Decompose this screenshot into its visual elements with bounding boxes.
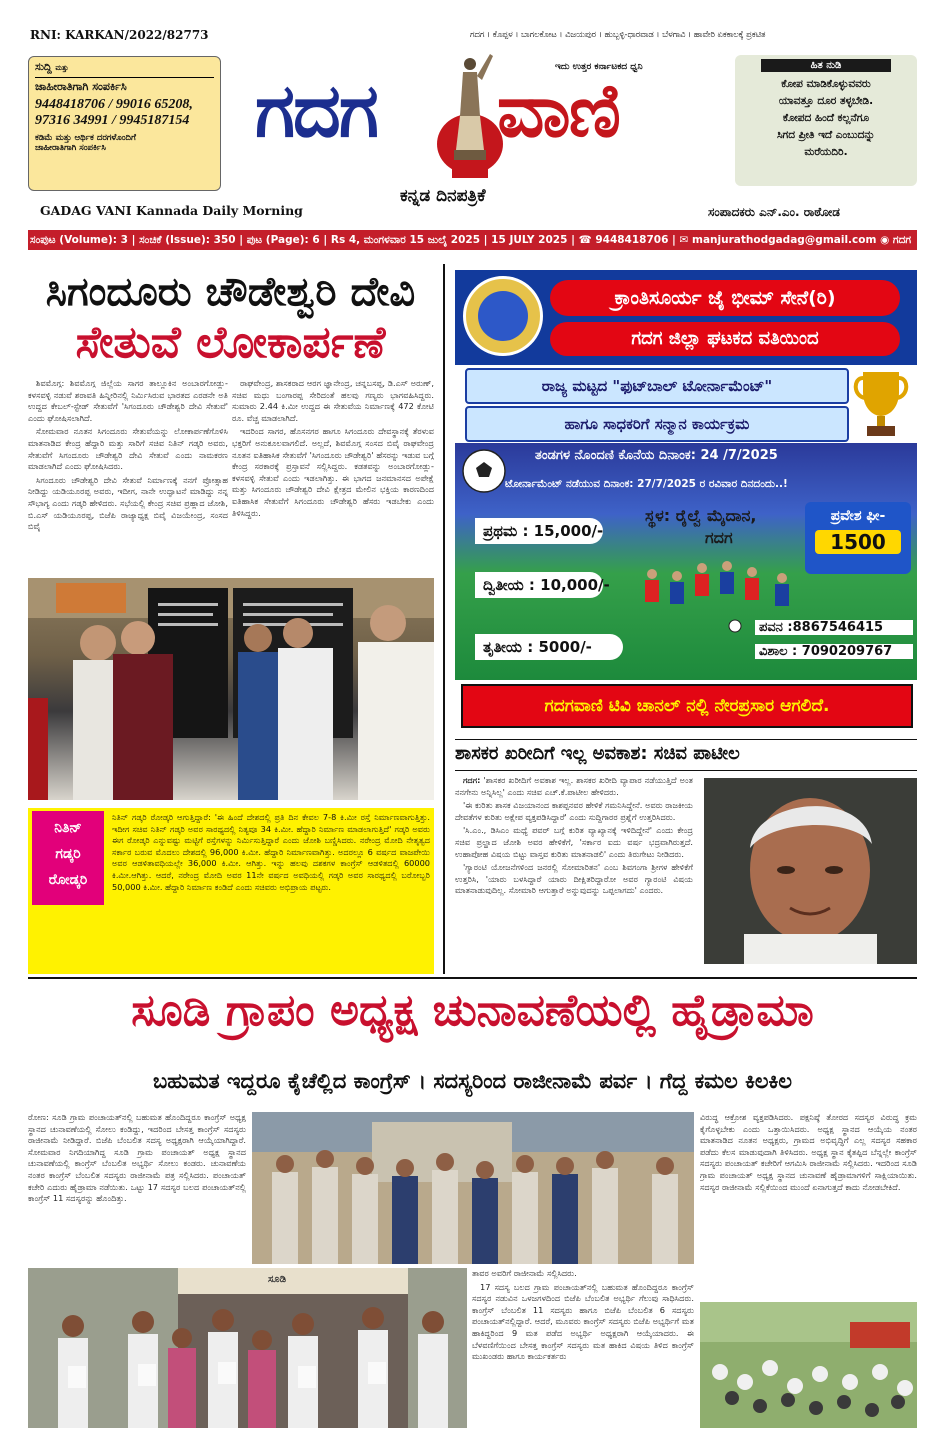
- quote-box: [735, 55, 917, 186]
- page-number: ಪುಟ (Page): 6: [246, 234, 320, 246]
- story3-col2-lead: ತಾವರ ಅವರಿಗೆ ರಾಜೀನಾಮೆ ಸಲ್ಲಿಸಿದರು.: [472, 1268, 577, 1278]
- venue-line1: ಸ್ಥಳ: ರೈಲ್ವೆ ಮೈದಾನ,: [645, 506, 757, 525]
- sidebar-text: ನಿತಿನ್ ಗಡ್ಕರಿ ರೋಡ್ಕರಿ ಆಗುತ್ತಿದ್ದಾರೆ: 'ಈ ಹಿಂದೆ ದೇಶದಲ್ಲಿ ಪ್ರತಿ ದಿನ ಕೇವಲ 7-8 ಕಿ.ಮೀ ರಸ್ತೆ ನಿರ್ಮಾಣವಾಗುತ್ತಿತ್ತು. ಇದೀಗ ಸಚಿವ ನಿತಿನ್ ಗಡ್ಕರಿ ಅವರ ಸಾರಥ್ಯದಲ್ಲಿ ನಿತ್ಯವೂ 34 ಕಿ.ಮೀ. ಹೆದ್ದಾರಿ ನಿರ್ಮಾಣ ಮಾಡಲಾಗುತ್ತಿದೆ' ಗಡ್ಕರಿ ಅವರು ಈಗ ರೋಡ್ಕರಿ ಎನ್ನುವಷ್ಟು ಮಟ್ಟಿಗೆ ರಸ್ತೆಗಳನ್ನು ನಿರ್ಮಿಸುತ್ತಿದ್ದಾರೆ ಎಂದು ಜೋಶಿ ಬಣ್ಣಿಸಿದರು. ನರೇಂದ್ರ ಮೋದಿ ನೇತೃತ್ವದ ಸರ್ಕಾರ ಬರುವ ಮೊದಲು ದೇಶದಲ್ಲಿ 96,000 ಕಿ.ಮೀ. ಹೆದ್ದಾರಿ ನಿರ್ಮಾಣವಾಗಿತ್ತು. ಅದರಲ್ಲೂ 6 ವರ್ಷದ ವಾಜಪೇಯಿ ಅವರ ಆಡಳಿತಾವಧಿಯಲ್ಲೇ 36,000 ಕಿ.ಮೀ. ಆಗಿತ್ತು. ಇನ್ನು ಹಲವು ದಶಕಗಳ ಕಾಂಗ್ರೆಸ್ ಆಡಳಿತದಲ್ಲಿ 60000 ಕಿ.ಮೀ.ಆಗಿತ್ತು. ಆದರೆ, ನರೇಂದ್ರ ಮೋದಿ ಅವರ 11ನೇ ವರ್ಷದ ಅವಧಿಯಲ್ಲಿ ಗಡ್ಕರಿ ಅವರ ಸಾರಥ್ಯದಲ್ಲಿ ಬರೋಬ್ಬರಿ 50,000 ಕಿ.ಮೀ. ಹೆದ್ದಾರಿ ನಿರ್ಮಾಣ ಕಂಡಿದೆ ಎಂದು ಸಚಿವರು ಅಭಿಪ್ರಾಯ ಪಟ್ಟರು.: [112, 812, 430, 892]
- story1-para: ಸಿಗಂದೂರು ಚೌಡೇಶ್ವರಿ ದೇವಿ ಸೇತುವೆ ನಿರ್ಮಾಣಕ್ಕೆ ನನಗೆ ಪ್ರೋತ್ಸಾಹ ನೀಡಿದ್ದು ಯಡಿಯೂರಪ್ಪ ಅವರು, ಇದೀಗ, ನಾನೇ ಉದ್ಘಾಟನೆ ಮಾಡಿದ್ದು ನನ್ನ ಸೌಭಾಗ್ಯ ಎಂದು ಗಡ್ಕರಿ ಹೇಳಿದರು. ಸಭೆಯಲ್ಲಿ ಕೇಂದ್ರ ಸಚಿವ ಪ್ರಹ್ಲಾದ ಜೋಶಿ, ಬಿ.ಎಸ್ ಯಡಿಯೂರಪ್ಪ, ಬಿಜೆಪಿ ರಾಜ್ಯಾಧ್ಯಕ್ಷ ಬಿವೈ ವಿಜಯೇಂದ್ರ, ಸಂಸದ ಬಿವೈ: [28, 474, 228, 532]
- ad-line6: ಜಾಹೀರಾತಿಗಾಗಿ ಸಂಪರ್ಕಿಸಿ: [35, 143, 106, 153]
- story3-subhead: ಬಹುಮತ ಇದ್ದರೂ ಕೈಚೆಲ್ಲಿದ ಕಾಂಗ್ರೆಸ್ । ಸದಸ್ಯರಿಂದ ರಾಜೀನಾಮೆ ಪರ್ವ । ಗೆದ್ದ ಕಮಲ ಕಿಲಕಿಲ: [153, 1069, 792, 1093]
- email[interactable]: manjurathodgadag@gmail.com: [692, 234, 877, 246]
- story1-para: ರಾಘವೇಂದ್ರ, ಶಾಸಕರಾದ ಆರಗ ಜ್ಞಾನೇಂದ್ರ, ಚನ್ನಬಸಪ್ಪ, ಡಿ.ಎಸ್ ಅರುಣ್, ಸಚಿವ ಮಧು ಬಂಗಾರಪ್ಪ ಸೇರಿದಂತೆ ಹಲವು ಗಣ್ಯರು ಭಾಗವಹಿಸಿದ್ದರು. ಸುಮಾರು 2.44 ಕಿ.ಮೀ ಉದ್ದದ ಈ ಸೇತುವೆಯ ನಿರ್ಮಾಣಕ್ಕೆ 472 ಕೋಟಿ ರೂ. ವೆಚ್ಚ ಮಾಡಲಾಗಿದೆ.: [232, 378, 434, 423]
- story3-photo-crowd: [700, 1302, 917, 1428]
- minister-portrait-photo: [704, 778, 917, 964]
- story3-col3: ವಿರುದ್ಧ ಆಕ್ರೋಶ ವ್ಯಕ್ತಪಡಿಸಿದರು. ಪಕ್ಷನಿಷ್ಠೆ ತೋರದ ಸದಸ್ಯರ ವಿರುದ್ಧ ಕ್ರಮ ಕೈಗೊಳ್ಳಬೇಕು ಎಂದು ಒತ್ತಾಯಿಸಿದರು. ಅಧ್ಯಕ್ಷ ಸ್ಥಾನದ ಆಯ್ಕೆಯ ನಂತರ ಮಾತನಾಡಿದ ನೂತನ ಅಧ್ಯಕ್ಷರು, ಗ್ರಾಮದ ಅಭಿವೃದ್ಧಿಗೆ ಎಲ್ಲ ಸದಸ್ಯರ ಸಹಕಾರ ಪಡೆದು ಕೆಲಸ ಮಾಡುವುದಾಗಿ ತಿಳಿಸಿದರು. ಅಧ್ಯಕ್ಷ ಸ್ಥಾನ ಕೈತಪ್ಪಿದ ಬೆನ್ನಲ್ಲೇ ಕಾಂಗ್ರೆಸ್ ಸದಸ್ಯರು ಪಂಚಾಯತ್ ಕಚೇರಿಗೆ ಆಗಮಿಸಿ ರಾಜೀನಾಮೆ ಸಲ್ಲಿಸಿದರು. ಇದರಿಂದ ಸೂಡಿ ಗ್ರಾಮ ಪಂಚಾಯತ್ ಅಧ್ಯಕ್ಷ ಸ್ಥಾನದ ಚುನಾವಣೆ ಹೈಡ್ರಾಮಾಗಳಿಗೆ ಸಾಕ್ಷಿಯಾಯಿತು. ಸದಸ್ಯರ ರಾಜೀನಾಮೆ ಸಲ್ಲಿಕೆಯಿಂದ ಮುಂದೆ ಏನಾಗುತ್ತದೆ ಕಾದು ನೋಡಬೇಕಿದೆ.: [700, 1112, 917, 1192]
- contact2: ವಿಶಾಲ : 7090209767: [755, 644, 913, 659]
- paper-subtitle: ಕನ್ನಡ ದಿನಪತ್ರಿಕೆ: [400, 186, 486, 206]
- contact1: ಪವನ :8867546415: [755, 620, 913, 635]
- ad-phone1: 9448418706 / 99016 65208,: [35, 97, 193, 112]
- inauguration-illustration: [28, 578, 434, 800]
- story1-para: ಶಿವಮೊಗ್ಗ: ಶಿವಮೊಗ್ಗ ಜಿಲ್ಲೆಯ ಸಾಗರ ತಾಲ್ಲೂಕಿನ ಅಂಬಾರಗೋಡ್ಲು-ಕಳಸವಳ್ಳಿ ನಡುವೆ ಶರಾವತಿ ಹಿನ್ನೀರಿನಲ್ಲಿ ನಿರ್ಮಿಸಿರುವ ಭಾರತದ ಎರಡನೇ ಅತಿ ಉದ್ದದ ಕೇಬಲ್-ಸ್ಟೇಡ್ ಸೇತುವೆಗೆ 'ಸಿಗಂದೂರು ಚೌಡೇಶ್ವರಿ ದೇವಿ ಸೇತುವೆ' ಎಂದು ಘೋಷಿಸಲಾಗಿದೆ.: [28, 378, 228, 423]
- resignation-illustration: [28, 1268, 467, 1428]
- logo-left-word: ಗದಗ: [255, 68, 377, 154]
- story2-para: 'ಗ್ಯಾರಂಟಿ ಯೋಜನೆಗಳಿಂದ ಜನರಲ್ಲಿ ಸೋಮಾರಿತನ' ಎಂಬ ಶಿವಗಂಗಾ ಶ್ರೀಗಳ ಹೇಳಿಕೆಗೆ ಉತ್ತರಿಸಿ, 'ಯಾರು ಬಳಸಿದ್ದಾರೆ ಯಾರು ದೀಕ್ಷಿತರಿದ್ದಾರೋ ಅವರ ಗ್ಯಾರಂಟಿ ವಿಷಯ ಮಾತನಾಡುವುದಿಲ್ಲ. ಸೋಮಾರಿ ಆಗುತ್ತಾರೆ ಅನ್ನುವುದನ್ನು ಒಪ್ಪಲಾಗದು' ಎಂದರು.: [455, 862, 693, 896]
- volume: ಸಂಪುಟ (Volume): 3: [30, 234, 128, 246]
- quote-line: ಕೋಪದ ಹಿಂದೆ ಕಲ್ಲನೆಗೂ: [782, 112, 870, 124]
- info-bar: ಸಂಪುಟ (Volume): 3 | ಸಂಚಿಕೆ (Issue): 350 | ಪುಟ (Page): 6 | Rs 4, ಮಂಗಳವಾರ 15 ಜುಲೈ 2025 | 15 JULY 2025 | ☎ 9448418706 | ✉ manjurathodgadag@gmail.com ◉ ಗದಗ: [28, 230, 917, 250]
- fee-label: ಪ್ರವೇಶ ಫೀ-: [830, 508, 886, 524]
- email-icon: ✉: [679, 234, 689, 246]
- sidebar-label: ನಿತಿನ್: [54, 820, 82, 836]
- section-rule: [28, 977, 917, 979]
- football-advert: [455, 270, 917, 732]
- phone: 9448418706: [595, 234, 669, 246]
- quote-title: ಹಿತ ನುಡಿ: [761, 59, 891, 72]
- price-date: Rs 4, ಮಂಗಳವಾರ 15 ಜುಲೈ 2025: [330, 234, 481, 246]
- story3-col1: ರೋಣ: ಸೂಡಿ ಗ್ರಾಮ ಪಂಚಾಯತ್‌ನಲ್ಲಿ ಬಹುಮತ ಹೊಂದಿದ್ದರೂ ಕಾಂಗ್ರೆಸ್ ಅಧ್ಯಕ್ಷ ಸ್ಥಾನದ ಚುನಾವಣೆಯಲ್ಲಿ ಸೋಲು ಕಂಡಿದ್ದು, ಇದರಿಂದ ಬೇಸತ್ತ ಕಾಂಗ್ರೆಸ್ ಸದಸ್ಯರು ರಾಜೀನಾಮೆ ನೀಡಿದ್ದಾರೆ. ಬಿಜೆಪಿ ಬೆಂಬಲಿತ ಸದಸ್ಯ ಅಧ್ಯಕ್ಷರಾಗಿ ಆಯ್ಕೆಯಾಗಿದ್ದಾರೆ. ಸೋಮವಾರ ನಿಗದಿಯಾಗಿದ್ದ ಸೂಡಿ ಗ್ರಾಮ ಪಂಚಾಯತ್ ಅಧ್ಯಕ್ಷ ಸ್ಥಾನದ ಚುನಾವಣೆಯಲ್ಲಿ ಕಾಂಗ್ರೆಸ್ ಬೆಂಬಲಿತ ಅಭ್ಯರ್ಥಿ ಸೋಲು ಕಂಡರು. ಚುನಾವಣೆಯ ನಂತರ ಕಾಂಗ್ರೆಸ್ ಬೆಂಬಲಿತ ಸದಸ್ಯರು ರಾಜೀನಾಮೆ ಪತ್ರ ಸಲ್ಲಿಸಿದರು. ಪಂಚಾಯತ್ ಕಚೇರಿ ಎದುರು ಹೈಡ್ರಾಮಾ ನಡೆಯಿತು. ಒಟ್ಟು 17 ಸದಸ್ಯರ ಬಲದ ಪಂಚಾಯತ್‌ನಲ್ಲಿ ಕಾಂಗ್ರೆಸ್ 11 ಸದಸ್ಯರನ್ನು ಹೊಂದಿತ್ತು.: [28, 1112, 246, 1204]
- advert-title: ಕ್ರಾಂತಿಸೂರ್ಯ ಜೈ ಭೀಮ್ ಸೇನೆ(ರಿ): [550, 280, 900, 316]
- advert-subtitle: ಗದಗ ಜಿಲ್ಲಾ ಘಟಕದ ವತಿಯಿಂದ: [550, 322, 900, 356]
- story3-photo-group: [252, 1112, 694, 1264]
- ad-line1b: ಮತ್ತು: [55, 64, 69, 72]
- story2-rule: [455, 739, 917, 740]
- logo-tagline: ಇದು ಉತ್ತರ ಕರ್ನಾಟಕದ ಧ್ವನಿ: [555, 62, 643, 72]
- date-english: 15 JULY 2025: [491, 234, 568, 246]
- advert-footer: ಗದಗವಾಣಿ ಟಿವಿ ಚಾನಲ್ ನಲ್ಲಿ ನೇರಪ್ರಸಾರ ಆಗಲಿದೆ.: [461, 684, 913, 728]
- crowd-illustration: [252, 1112, 694, 1264]
- trophy-icon: [851, 368, 911, 440]
- quote-line: ಕೋಪ ಮಾಡಿಕೊಳ್ಳುವವರು: [781, 78, 871, 90]
- ad-line5: ಕಡಿಮೆ ಮತ್ತು ಆರ್ಥಿಕ ದರಗಳೊಂದಿಗೆ: [35, 133, 136, 143]
- ad-phone2: 97316 34991 / 9945187154: [35, 113, 190, 128]
- story1-headline-2: ಸೇತುವೆ ಲೋಕಾರ್ಪಣೆ: [75, 317, 386, 368]
- story1-para: ಸೋಮವಾರ ನೂತನ ಸಿಗಂದೂರು ಸೇತುವೆಯನ್ನು ಲೋಕಾರ್ಪಣೆಗೊಳಿಸಿ ಮಾತನಾಡಿದ ಕೇಂದ್ರ ಹೆದ್ದಾರಿ ಮತ್ತು ಸಾರಿಗೆ ಸಚಿವ ನಿತಿನ್ ಗಡ್ಕರಿ ಅವರು, ಸೇತುವೆಗೆ ಸಿಗಂದೂರು ಚೌಡೇಶ್ವರಿ ದೇವಿ ಸೇತುವೆ ಎಂದು ನಾಮಕರಣ ಮಾಡಲಾಗಿದೆ ಎಂದು ಘೋಷಿಸಿದರು.: [28, 426, 228, 472]
- story2-para: [455, 775, 693, 798]
- sidebar-label: ಗಡ್ಕರಿ: [55, 846, 81, 862]
- football-icon: [461, 448, 507, 494]
- advert-event1: ರಾಜ್ಯ ಮಟ್ಟದ "ಫುಟ್‌ಬಾಲ್ ಟೋರ್ನಾಮೆಂಟ್": [465, 368, 849, 404]
- sena-emblem: [463, 276, 543, 356]
- story3-col2: [472, 1268, 694, 1428]
- column-divider: [443, 264, 445, 974]
- place: ಗದಗ: [892, 234, 912, 246]
- phone-icon: ☎: [578, 234, 592, 246]
- story1-photo: [28, 578, 434, 800]
- fee-value: 1500: [815, 530, 901, 554]
- story3-photo-resignation: [28, 1268, 467, 1428]
- story2-rule: [455, 770, 917, 771]
- signboard-text: ಸೂಡಿ: [268, 1274, 286, 1285]
- logo-right-word: ವಾಣಿ: [497, 68, 620, 154]
- contact-ad-box: [28, 56, 221, 191]
- advert-reg-deadline: ತಂಡಗಳ ನೊಂದಣಿ ಕೊನೆಯ ದಿನಾಂಕ: 24 /7/2025: [535, 448, 778, 463]
- portrait-illustration: [704, 778, 917, 964]
- gadkari-sidebar: [28, 808, 434, 974]
- advert-event2: ಹಾಗೂ ಸಾಧಕರಿಗೆ ಸನ್ಮಾನ ಕಾರ್ಯಕ್ರಮ: [465, 406, 849, 442]
- story2-para: 'ಈ ಕುರಿತು ಶಾಸಕ ವಿಜಯಾನಂದ ಕಾಶಪ್ಪನವರ ಹೇಳಿಕೆ ಗಮನಿಸಿದ್ದೇನೆ. ಅವರು ರಾಜಕೀಯ ದೇವತೆಗಳ ಕುರಿತು ಅಕ್ಷೇಪ ವ್ಯಕ್ತಪಡಿಸಿದ್ದಾರೆ' ಎಂದು ಸುದ್ದಿಗಾರರ ಪ್ರಶ್ನೆಗೆ ಉತ್ತರಿಸಿದರು.: [455, 800, 693, 822]
- masthead-logo: [255, 46, 715, 181]
- story3-col2-body: 17 ಸದಸ್ಯ ಬಲದ ಗ್ರಾಮ ಪಂಚಾಯತ್‌ನಲ್ಲಿ ಬಹುಮತ ಹೊಂದಿದ್ದರೂ ಕಾಂಗ್ರೆಸ್ ಸದಸ್ಯರ ನಡುವಿನ ಒಳಜಗಳದಿಂದ ಬಿಜೆಪಿ ಬೆಂಬಲಿತ ಅಭ್ಯರ್ಥಿ ಗೆಲುವು ಸಾಧಿಸಿದರು. ಕಾಂಗ್ರೆಸ್ ಬೆಂಬಲಿತ 11 ಸದಸ್ಯರು ಹಾಗೂ ಬಿಜೆಪಿ ಬೆಂಬಲಿತ 6 ಸದಸ್ಯರು ಪಂಚಾಯತ್‌ನಲ್ಲಿದ್ದಾರೆ. ಆದರೆ, ಮೂವರು ಕಾಂಗ್ರೆಸ್ ಸದಸ್ಯರು ಬಿಜೆಪಿ ಅಭ್ಯರ್ಥಿಗೆ ಮತ ಹಾಕಿದ್ದರಿಂದ 9 ಮತ ಪಡೆದ ಅಭ್ಯರ್ಥಿ ಅಧ್ಯಕ್ಷರಾಗಿ ಆಯ್ಕೆಯಾದರು. ಈ ಬೆಳವಣಿಗೆಯಿಂದ ಬೇಸತ್ತ ಕಾಂಗ್ರೆಸ್ ಸದಸ್ಯರು ಮತ ಹಾಕಿದ ವಿಷಯ ತಿಳಿದ ಕಾಂಗ್ರೆಸ್ ಮುಖಂಡರು ಹಾಗೂ ಕಾರ್ಯಕರ್ತರು: [472, 1281, 694, 1362]
- story1-col1: [28, 378, 228, 576]
- story3-headline: ಸೂಡಿ ಗ್ರಾಪಂ ಅಧ್ಯಕ್ಷ ಚುನಾವಣೆಯಲ್ಲಿ ಹೈಡ್ರಾಮಾ: [131, 985, 814, 1036]
- districts-line: ಗದಗ । ಕೊಪ್ಪಳ । ಬಾಗಲಕೋಟ । ವಿಜಯಪುರ । ಹುಬ್ಬಳ್ಳಿ-ಧಾರವಾಡ । ಬೆಳಗಾವಿ । ಹಾವೇರಿ ಏಕಕಾಲಕ್ಕೆ ಪ್ರಕಟಿತ: [470, 29, 766, 39]
- advert-tournament-date: ಟೋರ್ನಾಮೆಂಟ್ ನಡೆಯುವ ದಿನಾಂಕ: 27/7/2025 ರ ರವಿವಾರ ದಿನದಂದು..!: [505, 478, 788, 490]
- story1-col2: [232, 378, 434, 576]
- sidebar-label: ರೋಡ್ಕರಿ: [48, 872, 88, 888]
- story2-headline: ಶಾಸಕರ ಖರೀದಿಗೆ ಇಲ್ಲ ಅವಕಾಶ: ಸಚಿವ ಪಾಟೀಲ: [455, 743, 740, 764]
- issue: ಸಂಚಿಕೆ (Issue): 350: [139, 234, 236, 246]
- prize-first: ಪ್ರಥಮ : 15,000/-: [475, 518, 603, 544]
- street-crowd-illustration: [700, 1302, 917, 1428]
- rni-number: RNI: KARKAN/2022/82773: [30, 28, 209, 42]
- story1-headline-1: ಸಿಗಂದೂರು ಚೌಡೇಶ್ವರಿ ದೇವಿ: [45, 269, 416, 315]
- story2-para: 'ಸಿ.ಎಂ., ಡಿಸಿಎಂ ಮಧ್ಯೆ ಪವರ್ ಬಗ್ಗೆ ಕುರಿತ ವ್ಯಾಖ್ಯಾನಕ್ಕೆ ಇಳಿದಿದ್ದೇನೆ' ಎಂದು ಕೇಂದ್ರ ಸಚಿವ ಪ್ರಲ್ಹಾದ ಜೋಶಿ ಅವರ ಹೇಳಿಕೆಗೆ, 'ಸರ್ಕಾರ ಐದು ವರ್ಷ ಭದ್ರವಾಗಿರುತ್ತದೆ. ಉಹಾಪೋಹ ವಿಷಯ ಬಿಟ್ಟು ವಾಸ್ತವ ಕುರಿತು ಮಾತನಾಡಲಿ' ಎಂದು ತಿರುಗೇಟು ನೀಡಿದರು.: [455, 825, 693, 859]
- story2-dateline: ಗದಗ:: [463, 775, 481, 785]
- venue-line2: ಗದಗ: [705, 528, 733, 547]
- english-name: GADAG VANI Kannada Daily Morning: [40, 203, 303, 218]
- story1-para: ಇದರಿಂದ ಸಾಗರ, ಹೊಸನಗರ ಹಾಗೂ ಸಿಗಂದೂರು ದೇವಸ್ಥಾನಕ್ಕೆ ತೆರಳುವ ಭಕ್ತರಿಗೆ ಅನುಕೂಲವಾಗಲಿದೆ. ಅಲ್ಲದೆ, ಶಿವಮೊಗ್ಗ ಸಂಸದ ಬಿವೈ ರಾಘವೇಂದ್ರ ನೂತನ ಐತಿಹಾಸಿಕ ಸೇತುವೆಗೆ 'ಸಿಗಂದೂರು ಚೌಡೇಶ್ವರಿ' ಹೆಸರನ್ನು ಇಡುವ ಬಗ್ಗೆ ಕೇಂದ್ರ ಸರಕಾರಕ್ಕೆ ಪ್ರಸ್ತಾವನೆ ಸಲ್ಲಿಸಿದ್ದರು. ಕಡತವನ್ನು ಅಂಬಾರಗೋಡ್ಲು-ಕಳಸವಳ್ಳಿ ಸೇತುವೆ ಎಂದು ಇಡಲಾಗಿತ್ತು. ಈ ಭಾಗದ ಜನಮಾನಸದ ಅಪೇಕ್ಷೆ ಮತ್ತು ಸಿಗಂದೂರು ಚೌಡೇಶ್ವರಿ ದೇವಿ ಕ್ಷೇತ್ರದ ಮೇಲಿನ ಭಕ್ತಿಯ ಕಾರಣದಿಂದ ಐತಿಹಾಸಿಕ ಸೇತುವೆಗೆ ಸಿಗಂದೂರು ಚೌಡೇಶ್ವರಿ ಹೆಸರು ಇಡಬೇಕು ಎಂದು ತಿಳಿಸಿದ್ದರು.: [232, 426, 434, 518]
- quote-line: ಸಿಗದ ಪ್ರೀತಿ ಇದೆ ಎಂಬುದನ್ನು: [776, 129, 876, 141]
- ad-line1a: ಸುದ್ದಿ: [35, 61, 52, 73]
- story2-para-text: 'ಶಾಸಕರ ಖರೀದಿಗೆ ಅವಕಾಶ ಇಲ್ಲ. ಶಾಸಕರ ಖರೀದಿ ವ್ಯಾಪಾರ ನಡೆಯುತ್ತಿದೆ ಅಂತ ನನಗೇನು ಅನ್ನಿಸಿಲ್ಲ' ಎಂದು ಸಚಿವ ಎಚ್.ಕೆ.ಪಾಟೀಲ ಹೇಳಿದರು.: [455, 775, 693, 797]
- prize-third: ತೃತೀಯ : 5000/-: [475, 634, 623, 660]
- quote-line: ಮರೆಯದಿರಿ.: [804, 146, 848, 158]
- location-icon: ◉: [880, 234, 890, 246]
- story2-body: [455, 775, 693, 971]
- prize-second: ದ್ವಿತೀಯ : 10,000/-: [475, 572, 603, 598]
- ad-line2: ಜಾಹೀರಾತಿಗಾಗಿ ಸಂಪರ್ಕಿಸಿ: [35, 80, 127, 93]
- editor-name: ಸಂಪಾದಕರು ಎನ್.ಎಂ. ರಾಠೋಡ: [708, 205, 840, 219]
- quote-line: ಯಾವತ್ತೂ ದೂರ ತಳ್ಳಬೇಡಿ.: [778, 95, 874, 107]
